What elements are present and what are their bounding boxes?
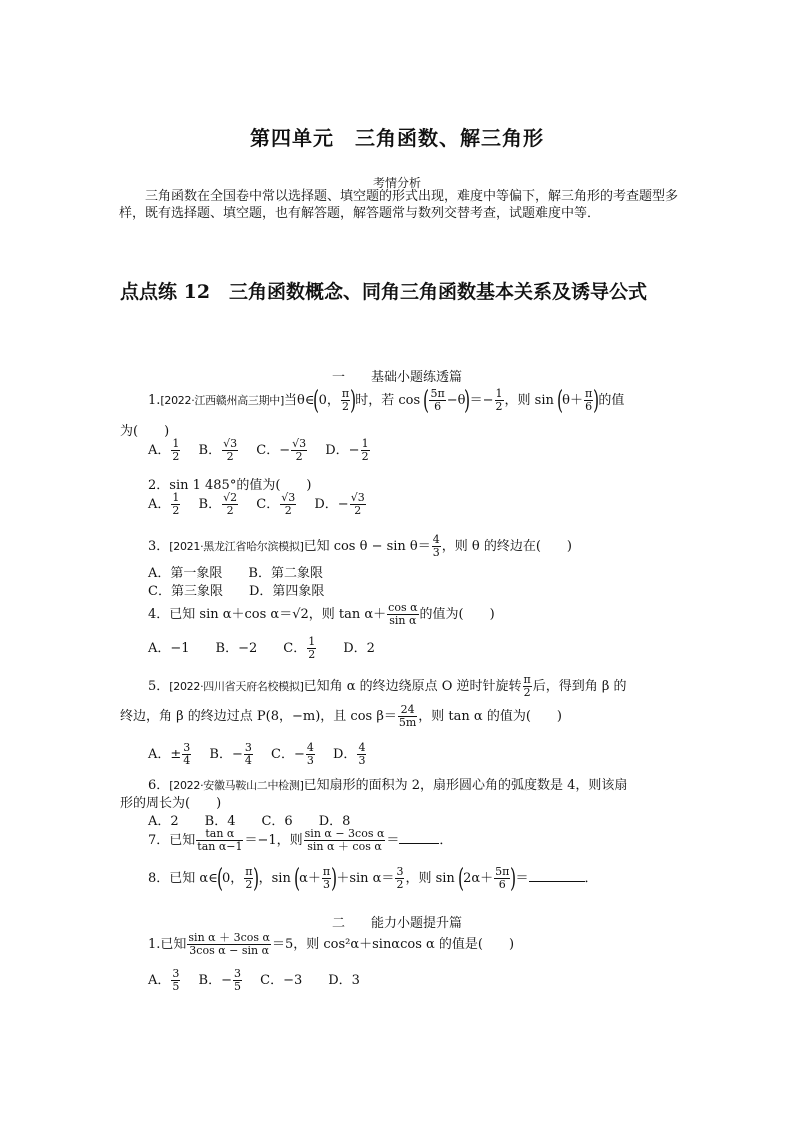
question-3-options-1: A．第一象限 B．第二象限 <box>148 566 323 581</box>
fraction: $\frac{\pi}{6}$ <box>584 387 593 413</box>
fraction: $\frac{1}{2}$ <box>495 387 503 413</box>
question-1-line2: 为( ) <box>120 424 170 439</box>
question-1: 1.[2022·江西赣州高三期中]当θ∈(0， $\frac{\pi}{2}$ )时，若 cos ( $\frac{5\pi}{6}$ −θ)＝− $\frac{1}{2}$ ，则 sin (θ＋ $\frac{\pi}{6}$ )的值 <box>148 385 625 416</box>
question-5-line2: 终边，角 β 的终边过点 P(8，−m)，且 cos β＝ $\frac{24}{5m}$ ，则 tan α 的值为( ) <box>120 703 562 729</box>
analysis-heading: 考情分析 <box>372 176 421 190</box>
question-4-options: A．−1 B．−2 C． $\frac{1}{2}$ D．2 <box>148 635 375 661</box>
question-8: 8．已知 α∈(0， $\frac{\pi}{2}$ )，sin (α＋ $\frac{\pi}{3}$ )＋sin α＝ $\frac{3}{2}$ ，则 sin (2α＋ $\frac{5\pi}{6}$ )＝ ． <box>148 863 598 894</box>
fraction: $\frac{\pi}{2}$ <box>341 387 350 413</box>
fraction: $\frac{5\pi}{6}$ <box>430 387 445 413</box>
analysis-paragraph: 三角函数在全国卷中常以选择题、填空题的形式出现，难度中等偏下，解三角形的考查题型多样，既有选择题、填空题，也有解答题，解答题常与数列交替考查，试题难度中等． <box>119 189 679 221</box>
question-2-options: A． $\frac{1}{2}$ B． $\frac{√2}{2}$ C． $\frac{√3}{2}$ D．− $\frac{√3}{2}$ <box>148 491 365 517</box>
unit-title: 第四单元 三角函数、解三角形 <box>250 126 544 150</box>
lesson-title: 点点练 12 三角函数概念、同角三角函数基本关系及诱导公式 <box>120 281 648 303</box>
question-source: [2022·江西赣州高三期中] <box>160 394 284 407</box>
section-2-title: 二 能力小题提升篇 <box>331 916 462 931</box>
question-6: 6．[2022·安徽马鞍山二中检测]已知扇形的面积为 2，扇形圆心角的弧度数是 4，则该扇 <box>148 778 628 793</box>
question-1-options: A． $\frac{1}{2}$ B． $\frac{√3}{2}$ C．− $\frac{√3}{2}$ D．− $\frac{1}{2}$ <box>148 437 369 463</box>
question-5: 5．[2022·四川省天府名校模拟]已知角 α 的终边绕原点 O 逆时针旋转 $\frac{\pi}{2}$ 后，得到角 β 的 <box>148 673 627 699</box>
question-3: 3．[2021·黑龙江省哈尔滨模拟]已知 cos θ − sin θ＝ $\frac{4}{3}$ ，则 θ 的终边在( ) <box>148 533 573 559</box>
question-6-options: A．2 B．4 C．6 D．8 <box>148 814 351 829</box>
question-5-options: A．± $\frac{3}{4}$ B．− $\frac{3}{4}$ C．− $\frac{4}{3}$ D． $\frac{4}{3}$ <box>148 741 366 767</box>
answer-blank[interactable] <box>529 869 585 882</box>
question-7: 7．已知 $\frac{\text{tan α}}{\text{tan α−1}}$ ＝−1，则 $\frac{\text{sin α − 3cos α}}{\text{sin α ＋ cos α}}$ ＝ ． <box>148 827 453 853</box>
question-3-options-2: C．第三象限 D．第四象限 <box>148 584 325 599</box>
question-2-1-options: A． $\frac{3}{5}$ B．− $\frac{3}{5}$ C．−3 D．3 <box>148 967 360 993</box>
question-6-line2: 形的周长为( ) <box>120 796 222 811</box>
section-1-title: 一 基础小题练透篇 <box>331 370 462 385</box>
question-2: 2．sin 1 485°的值为( ) <box>148 478 312 493</box>
answer-blank[interactable] <box>399 831 439 844</box>
question-2-1: 1.已知 $\frac{\text{sin α ＋ 3cos α}}{\text{3cos α − sin α}}$ ＝5，则 cos²α＋sinαcos α 的值是( ) <box>148 931 515 957</box>
question-4: 4．已知 sin α＋cos α＝√2，则 tan α＋ $\frac{\text{cos α}}{\text{sin α}}$ 的值为( ) <box>148 601 495 627</box>
